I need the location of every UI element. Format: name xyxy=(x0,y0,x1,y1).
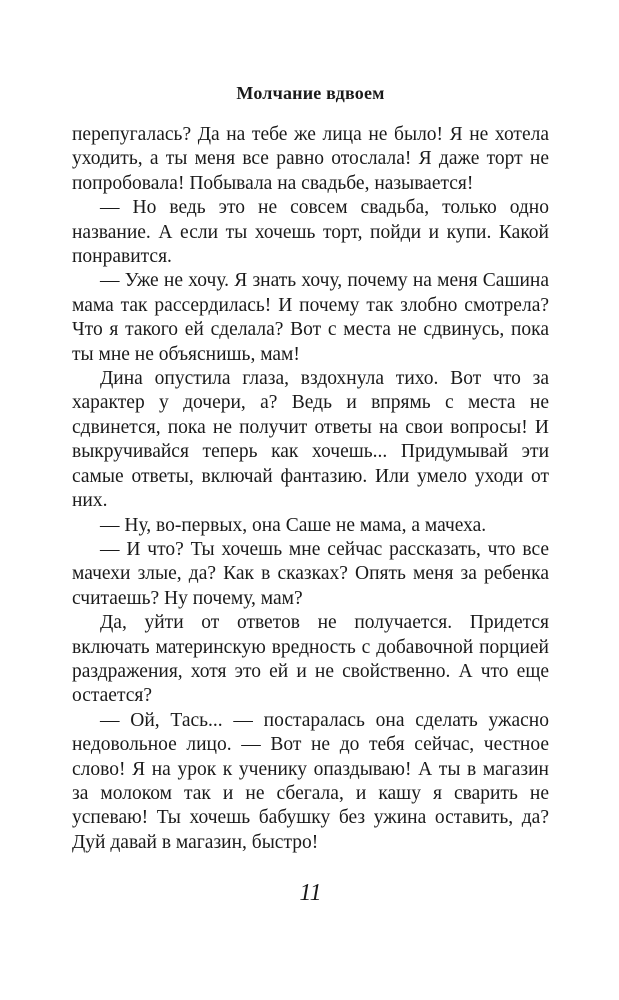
paragraph-2: — Но ведь это не совсем свадьба, только одно название. А если ты хочешь торт, пойди и купи. Какой понравится. xyxy=(72,197,549,268)
paragraph-1: перепугалась? Да на тебе же лица не было! Я не хотела уходить, а ты меня все равно отослала! Я даже торт не попробовала! Побывала на свадьбе, называется! xyxy=(72,124,549,194)
running-head: Молчание вдвоем xyxy=(236,83,385,103)
paragraph-3: — Уже не хочу. Я знать хочу, почему на меня Сашина мама так рассердилась! И почему так злобно смотрела? Что я такого ей сделала? Вот с места не сдвинусь, пока ты мне не объяснишь, мам! xyxy=(72,270,549,365)
paragraph-8: — Ой, Тась... — постаралась она сделать ужасно недовольное лицо. — Вот не до тебя сейчас, честное слово! Я на урок к ученику опаздываю! А ты в магазин за молоком так и не сбегала, и кашу я сварить не успеваю! Ты хочешь бабушку без ужина оставить, да? Дуй давай в магазин, быстро! xyxy=(72,709,549,853)
paragraph-6: — И что? Ты хочешь мне сейчас рассказать, что все мачехи злые, да? Как в сказках? Опять меня за ребенка считаешь? Ну почему, мам? xyxy=(72,538,549,609)
paragraph-4: Дина опустила глаза, вздохнула тихо. Вот что за характер у дочери, а? Ведь и впрямь с места не сдвинется, пока не получит ответы на свои вопросы! И выкручивайся теперь как хочешь... Придумывай эти самые ответы, включай фантазию. Или умело уходи от них. xyxy=(72,368,549,512)
book-page xyxy=(72,0,549,1000)
paragraph-7: Да, уйти от ответов не получается. Придется включать материнскую вредность с добавочной порцией раздражения, хотя это ей и не свойственно. А что еще остается? xyxy=(72,612,549,707)
paragraph-5: — Ну, во-первых, она Саше не мама, а мачеха. xyxy=(100,514,487,536)
page-number: 11 xyxy=(299,880,322,906)
body-text xyxy=(72,123,549,855)
